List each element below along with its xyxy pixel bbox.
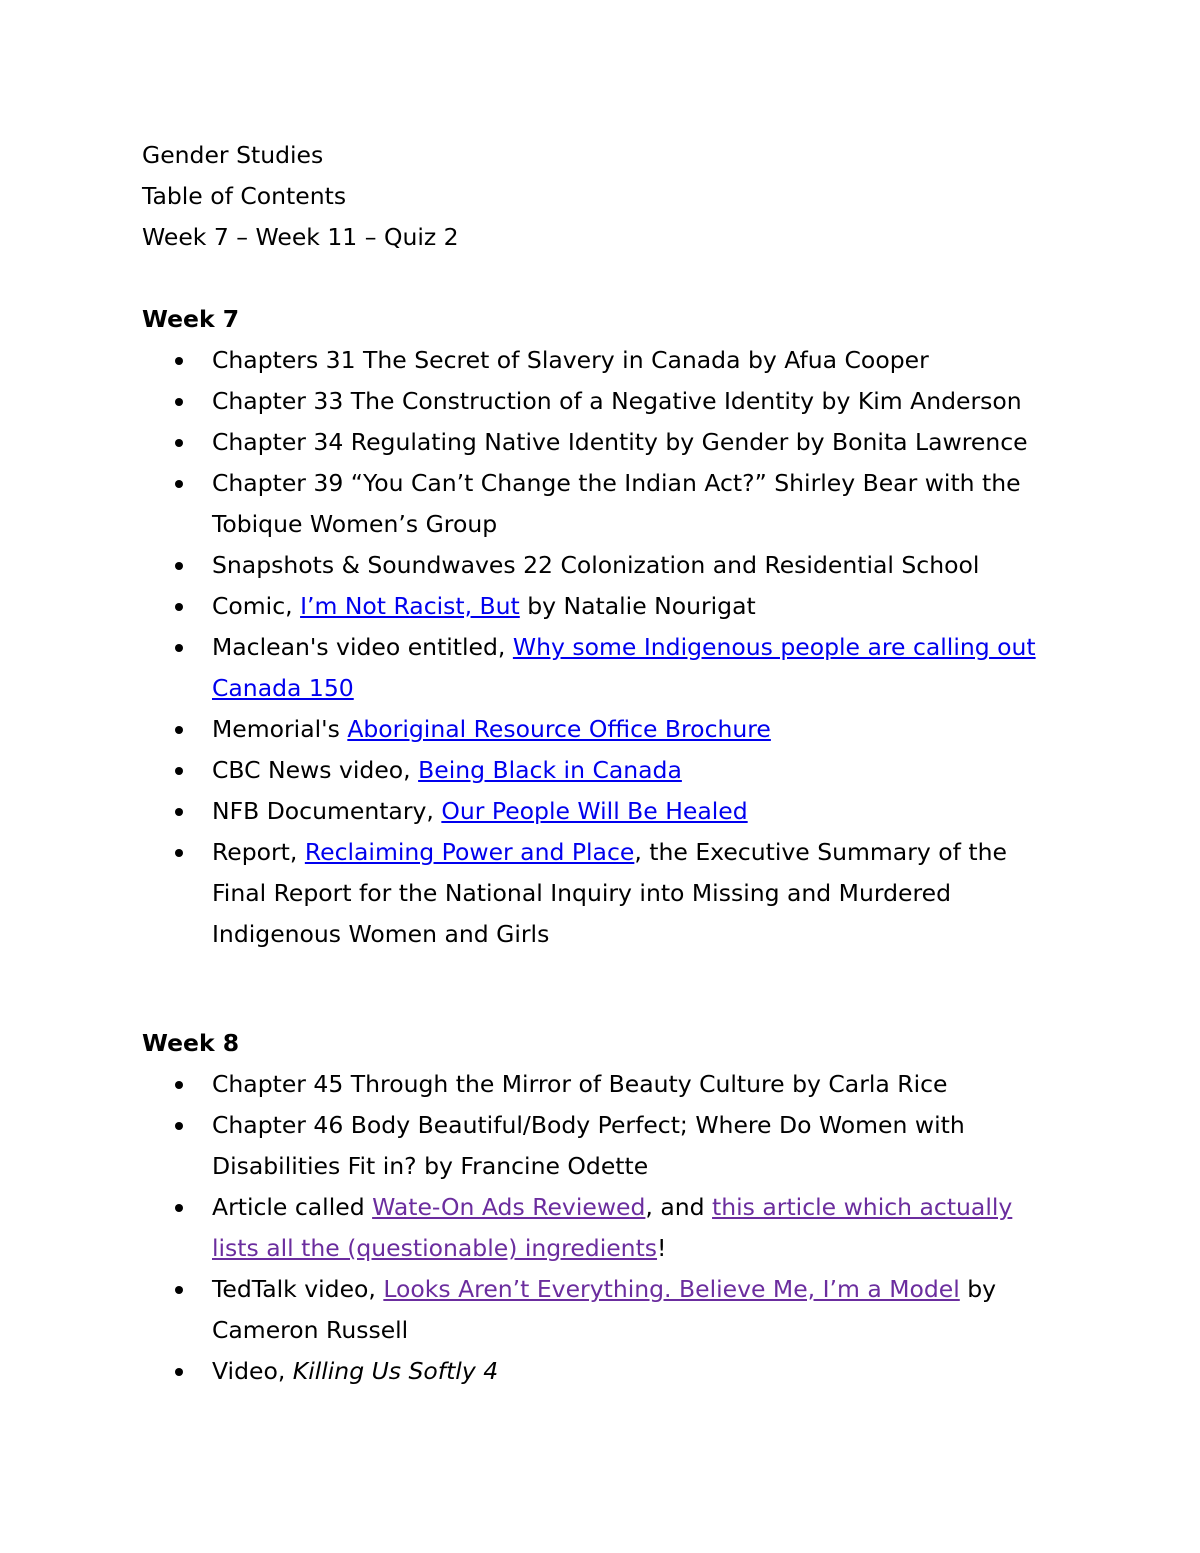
bullet-icon [175,603,183,611]
item-text-suffix: ! [657,1234,667,1262]
item-text-prefix: NFB Documentary, [212,797,442,825]
item-text-prefix: CBC News video, [212,756,419,784]
tedtalk-link[interactable]: Looks Aren’t Everything. Believe Me, I’m a Model [383,1275,960,1303]
document-page [142,135,1072,1392]
bullet-icon [175,849,183,857]
list-item [142,1269,1052,1351]
bullet-icon [175,767,183,775]
bullet-icon [175,1286,183,1294]
week-7-heading: Week 7 [142,305,240,333]
item-text: Snapshots & Soundwaves 22 Colonization and Residential School [212,551,980,579]
item-text: Chapter 45 Through the Mirror of Beauty Culture by Carla Rice [212,1070,948,1098]
item-text-suffix: , the Executive Summary of the Final Report for the National Inquiry into Missing and Murdered Indigenous Women and Girls [212,838,1007,948]
comic-link[interactable]: I’m Not Racist, But [300,592,520,620]
spacer [142,258,1072,299]
week-7-list [142,340,1072,955]
item-text: Chapter 39 “You Can’t Change the Indian Act?” Shirley Bear with the Tobique Women’s Group [212,469,1021,538]
wate-on-ads-link[interactable]: Wate-On Ads Reviewed [372,1193,646,1221]
item-text: Chapter 34 Regulating Native Identity by Gender by Bonita Lawrence [212,428,1028,456]
nfb-documentary-link[interactable]: Our People Will Be Healed [441,797,748,825]
list-item [142,463,1052,545]
list-item [142,1187,1052,1269]
bullet-icon [175,644,183,652]
bullet-icon [175,398,183,406]
week-8-list [142,1064,1072,1392]
bullet-icon [175,439,183,447]
cbc-video-link[interactable]: Being Black in Canada [418,756,682,784]
bullet-icon [175,357,183,365]
bullet-icon [175,808,183,816]
item-text-prefix: TedTalk video, [212,1275,384,1303]
item-text-prefix: Report, [212,838,305,866]
list-item [142,1351,1052,1392]
item-text: Chapter 46 Body Beautiful/Body Perfect; Where Do Women with Disabilities Fit in? by Francine Odette [212,1111,965,1180]
item-text-prefix: Video, [212,1357,293,1385]
item-text: Chapter 33 The Construction of a Negative Identity by Kim Anderson [212,387,1022,415]
list-item [142,381,1052,422]
list-item [142,422,1052,463]
list-item [142,791,1052,832]
bullet-icon [175,1081,183,1089]
macleans-video-link[interactable]: Why some Indigenous people are calling out Canada 150 [212,633,1036,702]
list-item [142,709,1052,750]
spacer [142,955,1072,1023]
bullet-icon [175,480,183,488]
list-item [142,832,1052,955]
bullet-icon [175,1204,183,1212]
ingredients-article-link[interactable]: this article which actually lists all the (questionable) ingredients [212,1193,1013,1262]
list-item [142,1105,1052,1187]
week-8-heading: Week 8 [142,1029,240,1057]
item-text-prefix: Maclean's video entitled, [212,633,513,661]
item-text-prefix: Comic, [212,592,301,620]
quiz-range: Week 7 – Week 11 – Quiz 2 [142,223,459,251]
list-item [142,586,1052,627]
toc-title: Table of Contents [142,182,347,210]
report-link[interactable]: Reclaiming Power and Place [304,838,635,866]
list-item [142,627,1052,709]
video-title: Killing Us Softly 4 [292,1357,499,1385]
list-item [142,750,1052,791]
item-text-prefix: Memorial's [212,715,348,743]
item-text-prefix: Article called [212,1193,373,1221]
bullet-icon [175,1368,183,1376]
item-text: Chapters 31 The Secret of Slavery in Canada by Afua Cooper [212,346,929,374]
bullet-icon [175,562,183,570]
course-title: Gender Studies [142,141,324,169]
brochure-link[interactable]: Aboriginal Resource Office Brochure [347,715,771,743]
item-text-suffix: by Cameron Russell [212,1275,997,1344]
bullet-icon [175,1122,183,1130]
item-text-suffix: by Natalie Nourigat [519,592,756,620]
list-item [142,1064,1052,1105]
bullet-icon [175,726,183,734]
list-item [142,545,1052,586]
item-text-middle: , and [645,1193,713,1221]
list-item [142,340,1052,381]
